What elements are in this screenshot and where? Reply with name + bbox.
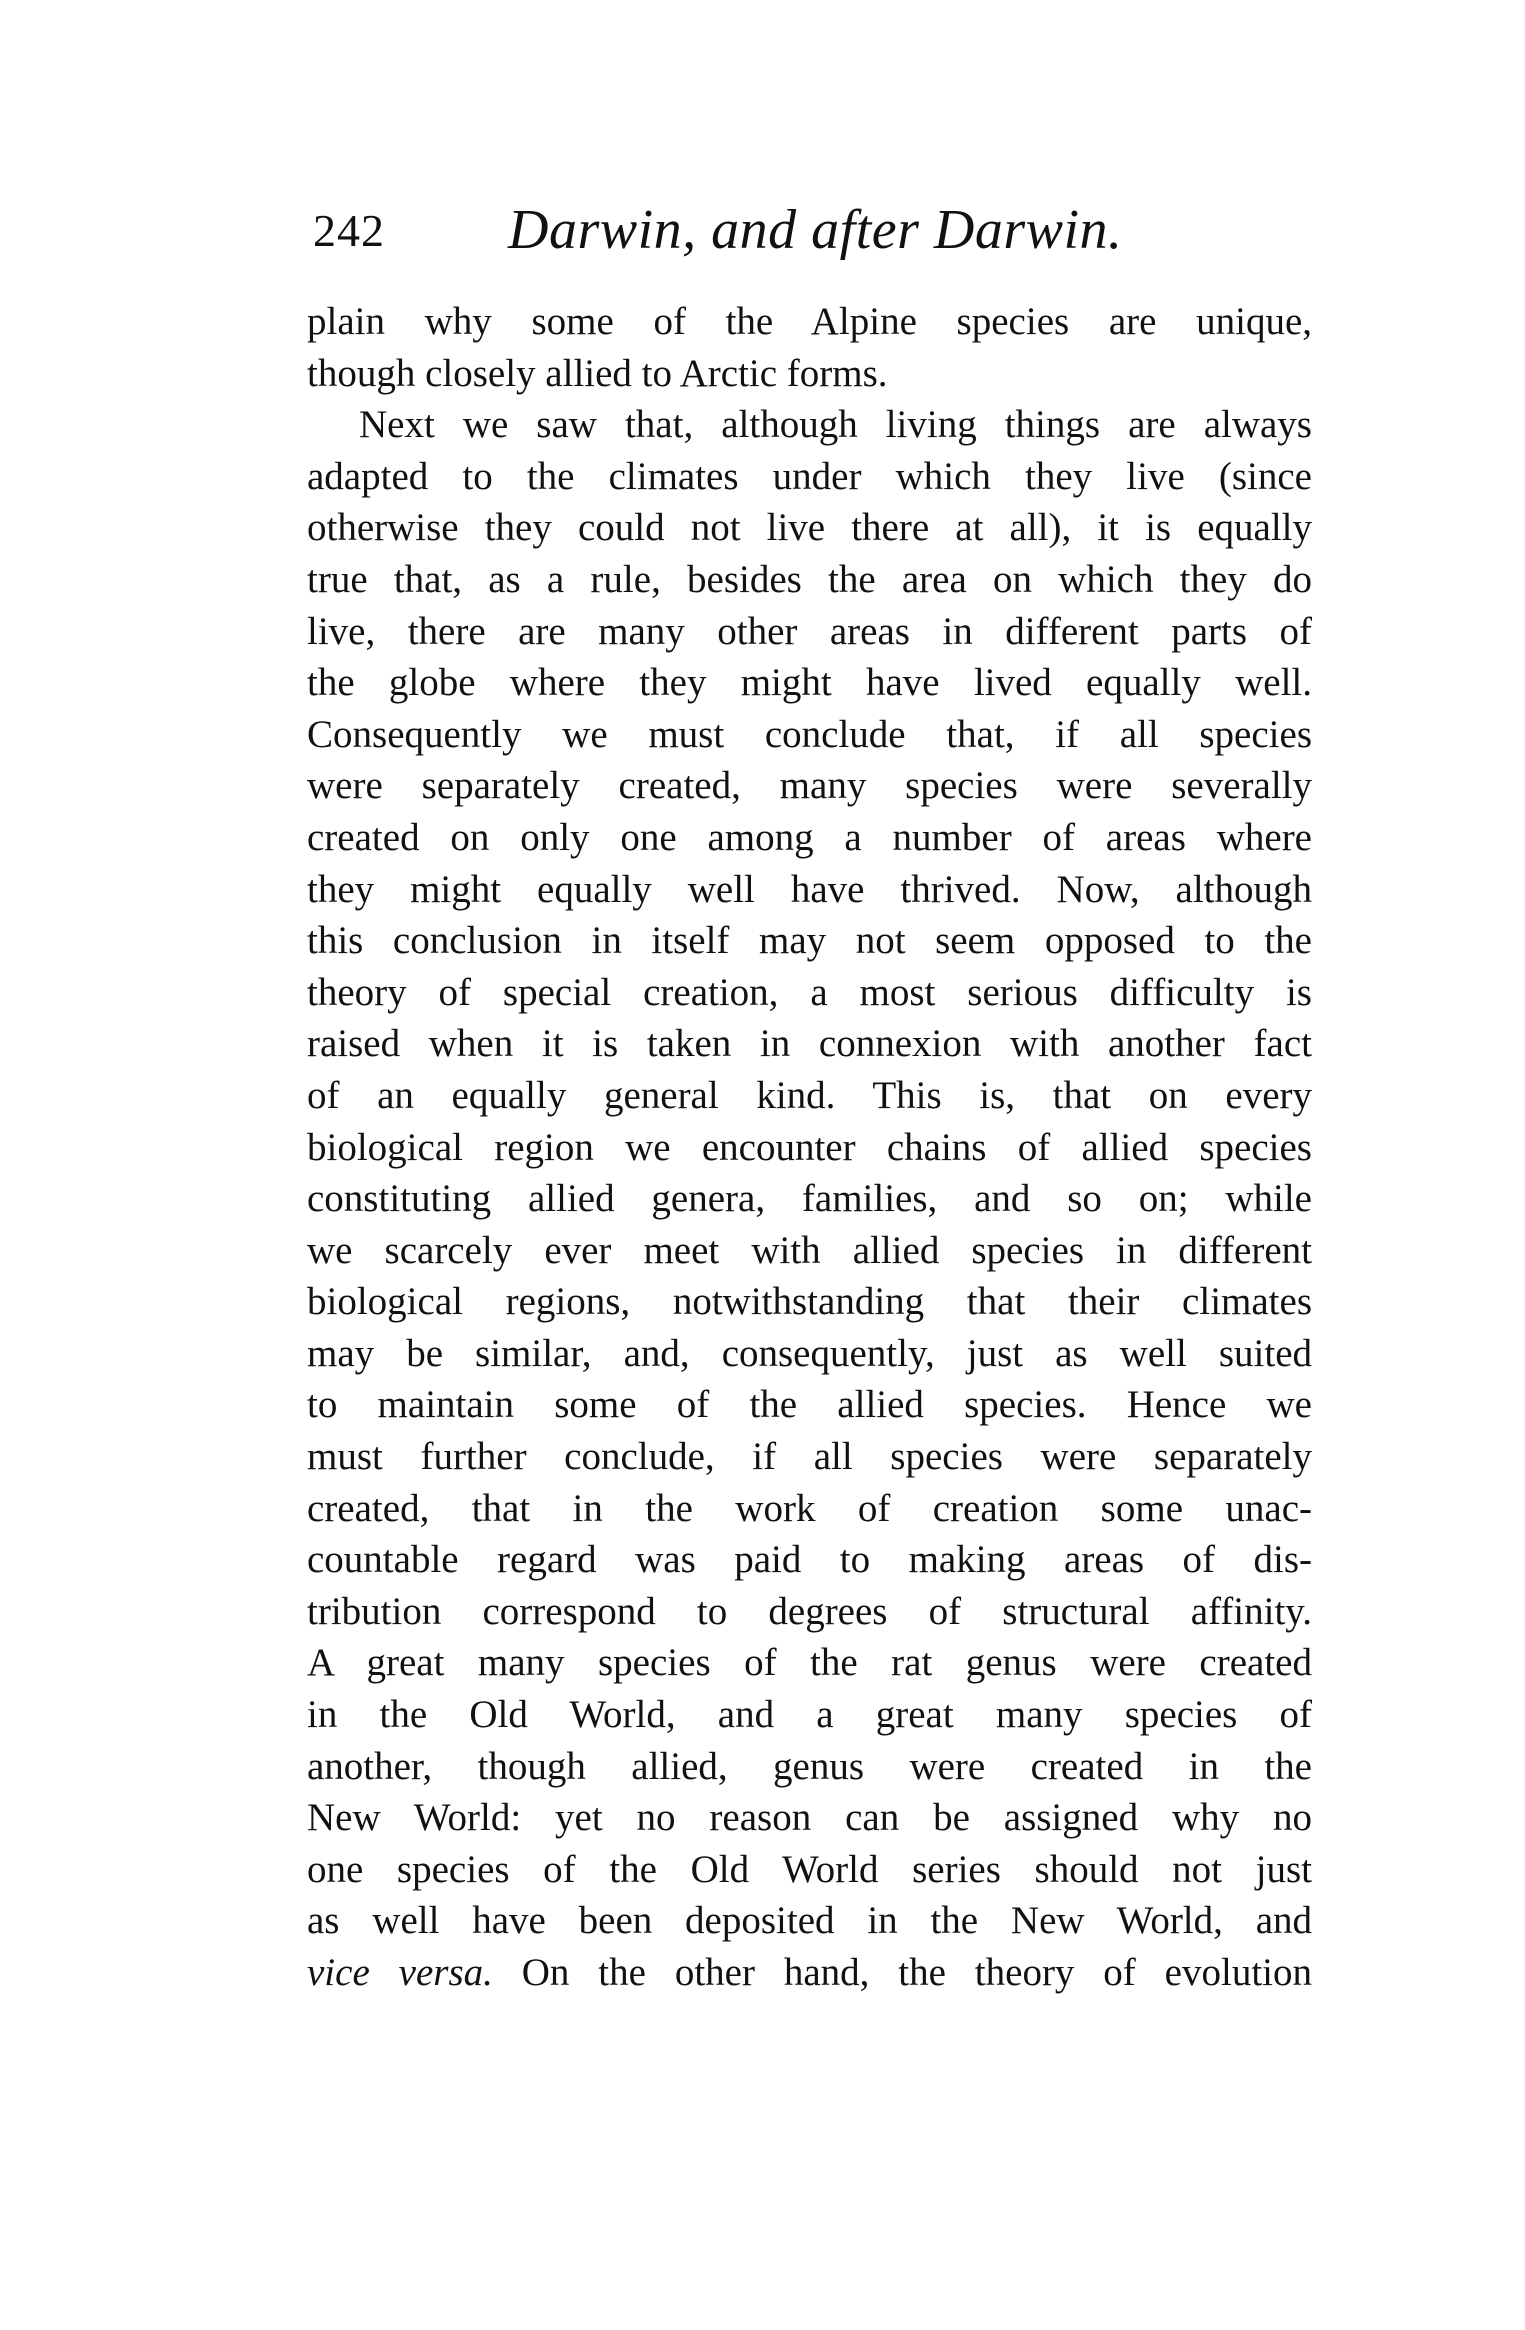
text-line: true that, as a rule, besides the area on which they do <box>307 557 1312 601</box>
text-line: may be similar, and, consequently, just as well suited <box>307 1331 1312 1375</box>
text-line: in the Old World, and a great many species of <box>307 1693 1312 1737</box>
text-line: we scarcely ever meet with allied species in different <box>307 1228 1312 1272</box>
page-number: 242 <box>313 205 385 256</box>
text-line: biological regions, notwithstanding that their climates <box>307 1280 1312 1324</box>
text-line: one species of the Old World series should not just <box>307 1847 1312 1891</box>
text-line: constituting allied genera, families, and so on; while <box>307 1177 1312 1221</box>
text-line: biological region we encounter chains of allied species <box>307 1125 1312 1169</box>
text-line: A great many species of the rat genus were created <box>307 1641 1312 1685</box>
text-line: of an equally general kind. This is, that on every <box>307 1073 1312 1117</box>
text-line: Consequently we must conclude that, if all species <box>307 712 1312 756</box>
text-line: otherwise they could not live there at all), it is equally <box>307 506 1312 550</box>
text-line: though closely allied to Arctic forms. <box>307 351 888 395</box>
italic-phrase: vice versa. <box>307 1951 493 1994</box>
running-head <box>313 198 1213 268</box>
running-title: Darwin, and after Darwin. <box>508 199 1123 261</box>
text-line: theory of special creation, a most serious difficulty is <box>307 970 1312 1014</box>
text-line: created, that in the work of creation some unac- <box>307 1486 1312 1530</box>
body-text <box>307 296 1312 1999</box>
text-line-last <box>307 1947 1312 1999</box>
text-line: created on only one among a number of areas where <box>307 815 1312 859</box>
text-line: must further conclude, if all species were separately <box>307 1435 1312 1479</box>
text-line: this conclusion in itself may not seem opposed to the <box>307 919 1312 963</box>
text-line: tribution correspond to degrees of structural affinity. <box>307 1589 1312 1633</box>
text-line: plain why some of the Alpine species are unique, <box>307 300 1312 343</box>
text-line: raised when it is taken in connexion with another fact <box>307 1022 1312 1066</box>
text-line: New World: yet no reason can be assigned why no <box>307 1796 1312 1840</box>
text-line: another, though allied, genus were created in the <box>307 1744 1312 1788</box>
text-line: countable regard was paid to making areas of dis- <box>307 1538 1312 1582</box>
paragraph-first-line: Next we saw that, although living things are always <box>359 403 1312 447</box>
text-line: to maintain some of the allied species. Hence we <box>307 1383 1312 1427</box>
text-line: the globe where they might have lived equally well. <box>307 661 1312 705</box>
text-line: as well have been deposited in the New World, and <box>307 1899 1312 1943</box>
text-line: were separately created, many species were severally <box>307 764 1312 808</box>
text-line-rest: On the other hand, the theory of evolution <box>492 1951 1312 1994</box>
text-line: live, there are many other areas in different parts of <box>307 609 1312 653</box>
text-line: adapted to the climates under which they live (since <box>307 454 1312 498</box>
text-line: they might equally well have thrived. Now, although <box>307 867 1312 911</box>
